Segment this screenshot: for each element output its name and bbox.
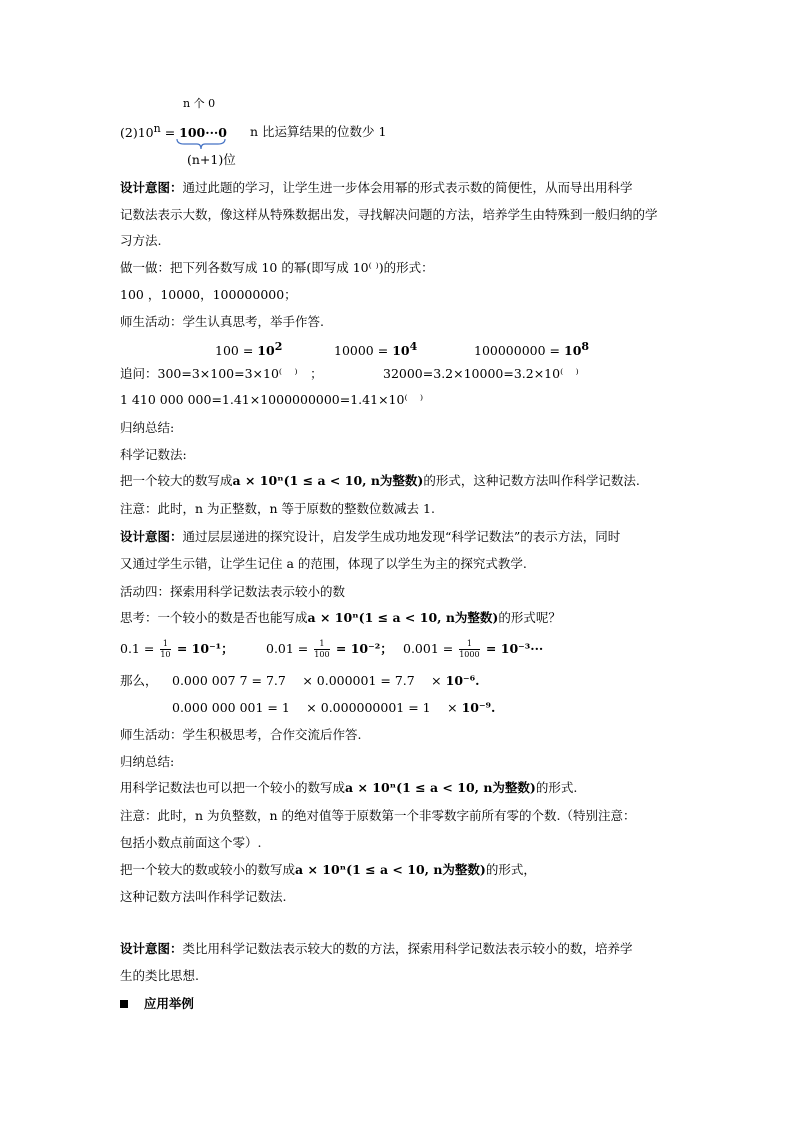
design-intent-text: 通过层层递进的探究设计，启发学生成功地发现“科学记数法”的表示方法，同时	[182, 529, 621, 544]
try-prompt: 做一做：把下列各数写成 10 的幂(即写成 10⁽ ⁾)的形式：	[120, 260, 434, 275]
fraction-denominator: 10	[160, 650, 171, 659]
power-value: 100···0	[179, 125, 227, 141]
power-result-base: 10	[564, 343, 582, 359]
fraction-right: = 10⁻³···	[481, 641, 544, 656]
fraction-left: 0.1 =	[120, 641, 159, 656]
design-intent-1	[120, 180, 633, 195]
small-number-example-2	[172, 700, 495, 715]
power-result-exp: 4	[409, 340, 418, 353]
design-intent-3	[120, 941, 633, 956]
fraction-numerator: 1	[314, 640, 329, 650]
note-negative-n-line2: 包括小数点前面这个零）.	[120, 835, 262, 850]
think-suffix: 的形式呢？	[498, 610, 561, 625]
rule-suffix: 的形式，这种记数方法叫作科学记数法.	[423, 473, 640, 488]
power-result-base: 10	[257, 343, 275, 359]
design-intent-2-line2: 又通过学生示错，让学生记住 a 的范围，体现了以学生为主的探究式教学.	[120, 556, 527, 571]
power-exponent: n	[153, 122, 161, 135]
fraction-example-3	[403, 640, 543, 659]
digit-count-label: (n+1)位	[187, 152, 236, 167]
fraction-example-1	[120, 640, 234, 659]
design-intent-text: 通过此题的学习，让学生进一步体会用幂的形式表示数的简便性，从而导出用科学	[182, 180, 633, 195]
follow-up-b: 32000=3.2×10000=3.2×10⁽ ⁾	[383, 366, 579, 381]
example-power: 10⁻⁶.	[445, 673, 480, 688]
activity-four-heading: 活动四：探索用科学记数法表示较小的数	[120, 584, 346, 599]
design-intent-2	[120, 529, 620, 544]
power-result-left: 100000000 =	[474, 343, 564, 359]
summary-title-1: 归纳总结:	[120, 420, 175, 435]
then-label: 那么，	[120, 673, 158, 688]
fraction-left: 0.001 =	[403, 641, 458, 656]
small-number-example-1	[172, 673, 479, 688]
fraction-example-2	[266, 640, 393, 659]
underbrace-icon	[176, 138, 226, 150]
fraction-numerator: 1	[160, 640, 170, 650]
rule-prefix: 用科学记数法也可以把一个较小的数写成	[120, 780, 346, 795]
fraction-left: 0.01 =	[266, 641, 313, 656]
follow-up-c: 1 410 000 000=1.41×1000000000=1.41×10⁽ ⁾	[120, 392, 424, 407]
design-intent-1-line2: 记数法表示大数，像这样从特殊数据出发，寻找解决问题的方法，培养学生由特殊到一般归纳的学	[120, 207, 658, 222]
rule-prefix: 把一个较大的数写成	[120, 473, 233, 488]
fraction	[459, 640, 479, 659]
design-intent-label: 设计意图：	[120, 529, 183, 544]
rule-prefix: 把一个较大的数或较小的数写成	[120, 862, 296, 877]
teacher-student-activity-2: 师生活动：学生积极思考，合作交流后作答.	[120, 727, 362, 742]
note-positive-n: 注意：此时，n 为正整数，n 等于原数的整数位数减去 1.	[120, 501, 435, 516]
design-intent-label: 设计意图：	[120, 941, 183, 956]
power-result-exp: 8	[581, 340, 590, 353]
try-numbers: 100 ，10000，100000000；	[120, 287, 297, 302]
rule-formula: a × 10ⁿ(1 ≤ a < 10, n为整数)	[295, 862, 486, 877]
fraction-numerator: 1	[459, 640, 479, 650]
fraction	[160, 640, 170, 659]
summary-title-2: 归纳总结:	[120, 754, 175, 769]
zeros-count-label: n 个 0	[183, 97, 216, 110]
design-intent-label: 设计意图：	[120, 180, 183, 195]
general-rule-line2: 这种记数方法叫作科学记数法.	[120, 889, 287, 904]
application-heading	[120, 996, 194, 1011]
power-prefix: (2)10	[120, 125, 154, 141]
fraction-right: = 10⁻¹；	[172, 641, 234, 656]
fraction-right: = 10⁻²；	[331, 641, 393, 656]
power-result-exp: 2	[274, 340, 283, 353]
power-result-1	[215, 340, 282, 358]
power-result-base: 10	[392, 343, 410, 359]
power-result-left: 100 =	[215, 343, 258, 359]
power-result-left: 10000 =	[334, 343, 393, 359]
general-rule	[120, 862, 536, 877]
note-negative-n: 注意：此时，n 为负整数，n 的绝对值等于原数第一个非零数字前所有零的个数.（特别注意：	[120, 808, 636, 823]
rule-suffix: 的形式，	[485, 862, 536, 877]
design-intent-3-line2: 生的类比思想.	[120, 968, 199, 983]
rule-suffix: 的形式.	[535, 780, 578, 795]
think-formula: a × 10ⁿ(1 ≤ a < 10, n为整数)	[307, 610, 499, 625]
summary-subtitle: 科学记数法:	[120, 447, 187, 462]
rule-formula: a × 10ⁿ(1 ≤ a < 10, n为整数)	[232, 473, 424, 488]
digit-count-note: n 比运算结果的位数少 1	[250, 124, 387, 139]
power-result-2	[334, 340, 417, 358]
example-text: 0.000 007 7 = 7.7 × 0.000001 = 7.7 ×	[172, 673, 442, 688]
example-power: 10⁻⁹.	[461, 700, 496, 715]
fraction-denominator: 100	[314, 650, 330, 659]
equals-sign: =	[160, 125, 180, 141]
teacher-student-activity-1: 师生活动：学生认真思考，举手作答.	[120, 314, 324, 329]
example-text: 0.000 000 001 = 1 × 0.000000001 = 1 ×	[172, 700, 458, 715]
think-prefix: 思考：一个较小的数是否也能写成	[120, 610, 308, 625]
small-number-rule	[120, 780, 577, 795]
scientific-notation-rule	[120, 473, 640, 488]
application-heading-text: 应用举例	[143, 996, 194, 1011]
square-bullet-icon	[120, 1000, 128, 1008]
follow-up-a: 追问：300=3×100=3×10⁽ ⁾ ；	[120, 366, 323, 381]
rule-formula: a × 10ⁿ(1 ≤ a < 10, n为整数)	[345, 780, 536, 795]
think-question	[120, 610, 561, 625]
power-result-3	[474, 340, 589, 358]
fraction-denominator: 1000	[459, 650, 480, 659]
design-intent-1-line3: 习方法.	[120, 233, 162, 248]
design-intent-text: 类比用科学记数法表示较大的数的方法，探索用科学记数法表示较小的数，培养学	[182, 941, 633, 956]
fraction	[314, 640, 329, 659]
